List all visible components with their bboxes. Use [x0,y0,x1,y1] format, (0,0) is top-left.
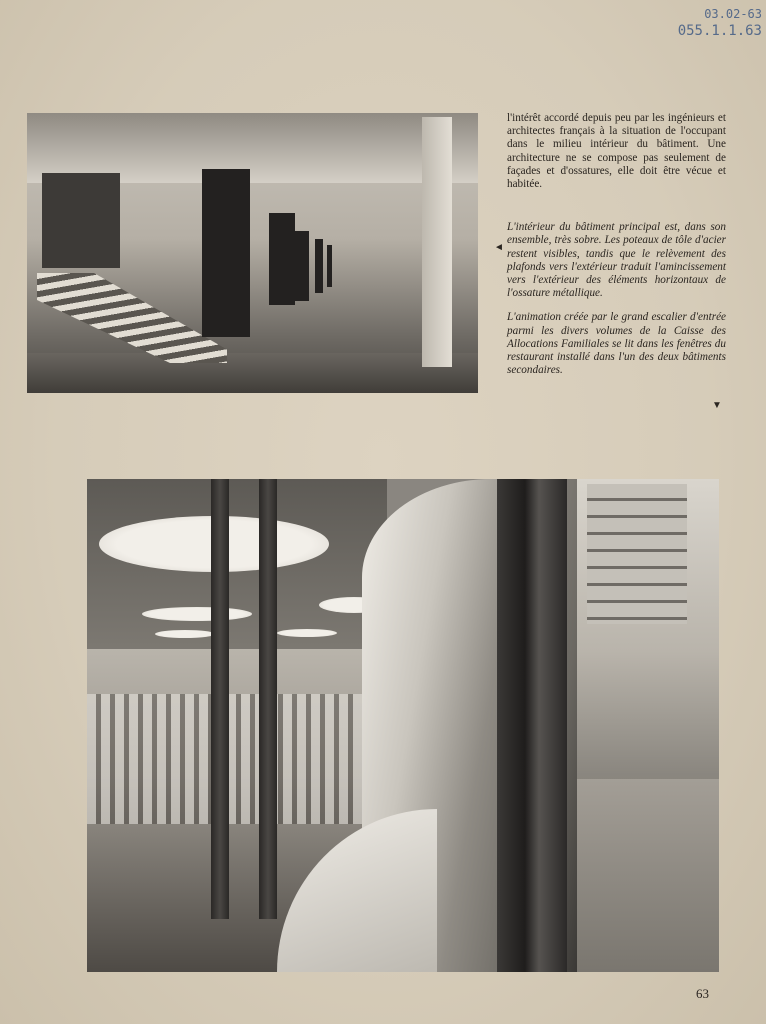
photo-interior-corridor [27,113,478,393]
photo-captions [507,221,726,377]
arrow-left-icon: ◄ [494,242,504,253]
staircase-graphic [37,273,227,363]
article-text-column [507,112,726,388]
caption-interior: L'intérieur du bâtiment principal est, dans son ensemble, très sobre. Les poteaux de tôle d'acier restent visibles, tandis que le relèvement des plafonds vers l'extérieur traduit l'amincissement vers l'extérieur des éléments horizontaux de l'ossature métallique. [507,221,726,300]
handwritten-annotation [662,6,762,40]
arrow-down-icon: ▼ [712,400,722,411]
caption-restaurant: L'animation créée par le grand escalier d'entrée parmi les divers volumes de la Caisse des Allocations Familiales se lit dans les fenêtres du restaurant installé dans l'un des deux bâtiments secondaires. [507,311,726,377]
dining-chairs [87,694,377,824]
page-number: 63 [696,986,709,1001]
exterior-building [587,484,687,624]
annotation-line-1: 03.02-63 [704,7,762,21]
annotation-line-2: 055.1.1.63 [677,23,762,39]
photo-restaurant [87,479,719,972]
body-paragraph: l'intérêt accordé depuis peu par les ingénieurs et architectes français à la situation de l'occupant dans le milieu intérieur du bâtiment. Une architecture ne se compose pas seulement de façades et d'ossatures, elle doit être vécue et habitée. [507,112,726,191]
